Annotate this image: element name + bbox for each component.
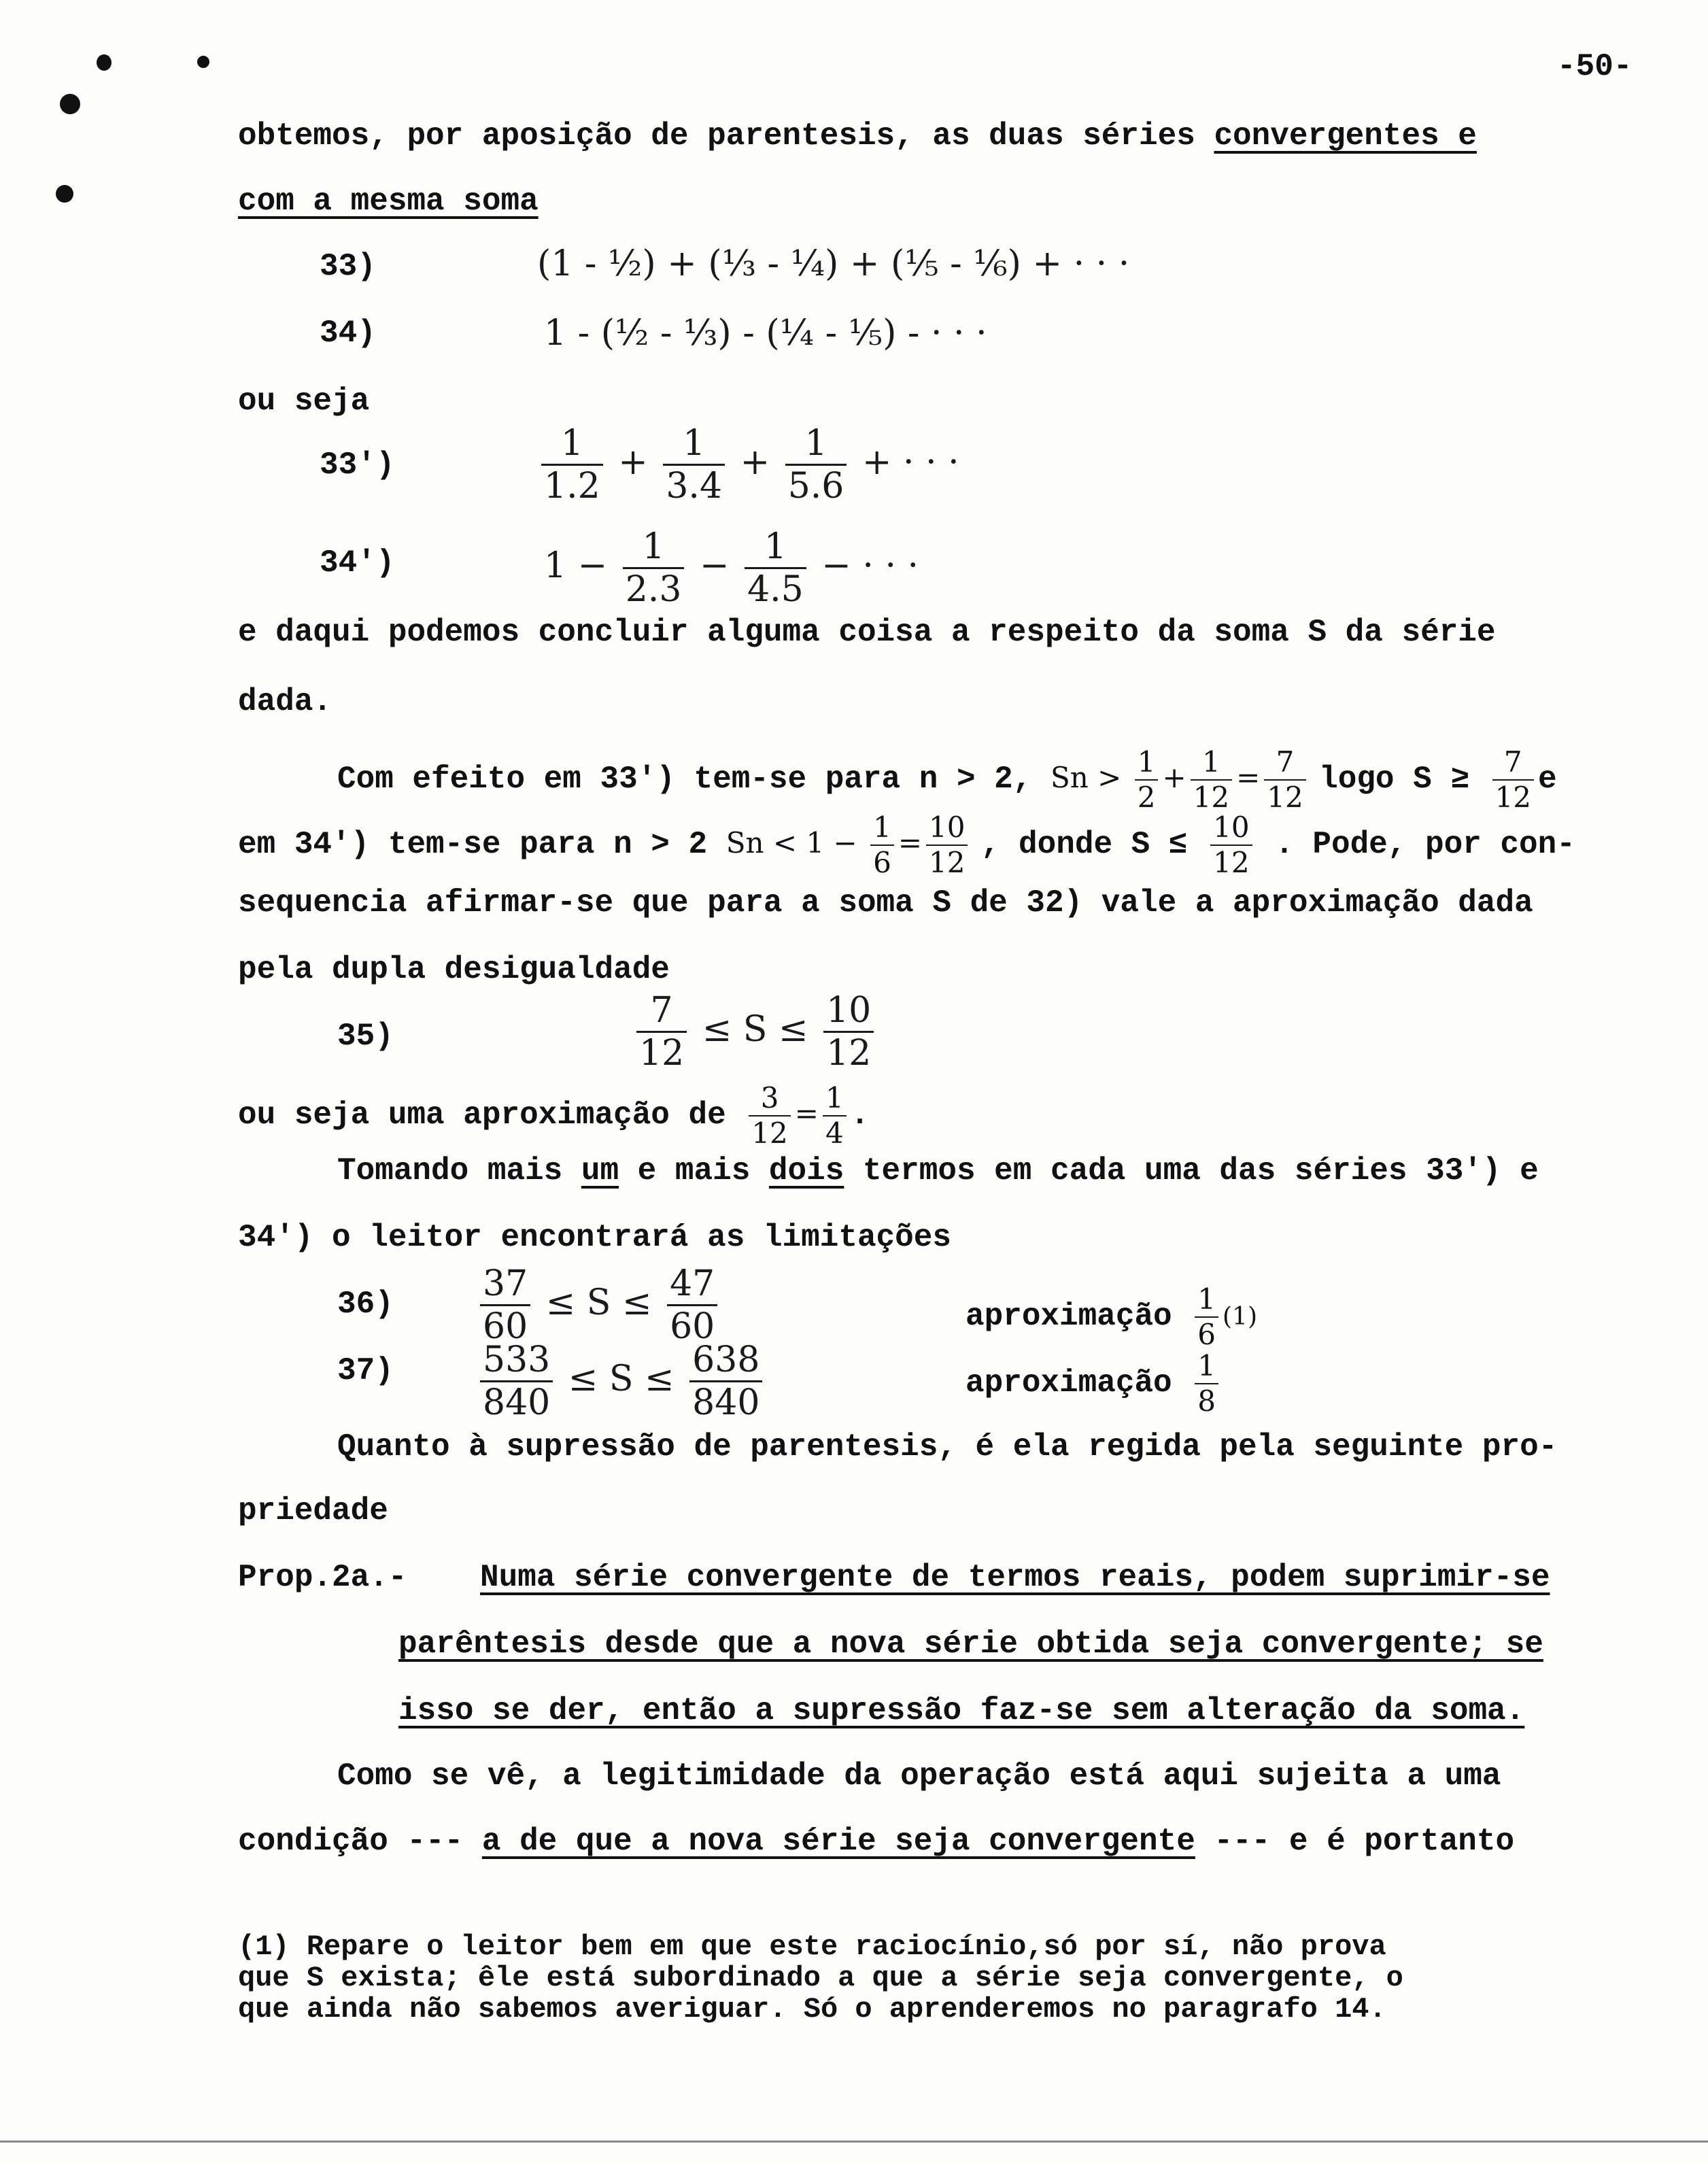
text-segment: , donde S ≤	[980, 827, 1188, 862]
handwritten-equation	[476, 1263, 721, 1347]
handwritten-equation: $\frac{1}{1.2}$ + $\frac{1}{3.4}$ + $\frac{1}{5.6}$ + · · ·	[537, 426, 959, 504]
proposition-label: Prop.2a.-	[238, 1560, 407, 1595]
text-segment: condição ---	[238, 1824, 482, 1859]
fraction: $\frac{10}{12}$	[823, 993, 874, 1071]
fraction: $\frac{1}{4.5}$	[745, 529, 806, 607]
handwritten-equation	[632, 990, 878, 1074]
text-line: e daqui podemos concluir alguma coisa a respeito da soma S da série	[238, 615, 1496, 650]
text-segment: e mais	[619, 1153, 769, 1189]
text-line: Como se vê, a legitimidade da operação está aqui sujeita a uma	[337, 1758, 1501, 1794]
handwritten-inequality: Sn > $\frac{1}{2}$ + $\frac{1}{12}$ = $\frac{7}{12}$	[1051, 761, 1319, 794]
inequality-middle: ≤ S ≤	[702, 1009, 808, 1050]
fraction: $\frac{7}{12}$	[636, 993, 687, 1071]
underlined-text: com a mesma soma	[238, 184, 539, 219]
fraction: $\frac{7}{12}$	[1264, 748, 1305, 812]
equation-label: 36)	[337, 1286, 394, 1322]
fraction: $\frac{1}{12}$	[1191, 748, 1232, 812]
leading-term: 1 −	[544, 545, 608, 586]
text-line: pela dupla desigualdade	[238, 952, 670, 987]
inequality-lead: Sn >	[1050, 761, 1131, 794]
fraction: $\frac{1}{4}$	[823, 1084, 847, 1148]
text-line	[238, 813, 1575, 877]
text-line: ou seja uma aproximação de $\frac{3}{12}$ = $\frac{1}{4}$ .	[238, 1081, 870, 1150]
fraction: $\frac{10}{12}$	[1210, 813, 1252, 877]
fraction: $\frac{10}{12}$	[926, 813, 968, 877]
proposition-text: Numa série convergente de termos reais, podem suprimir-se	[480, 1560, 1550, 1595]
equation-label: 35)	[337, 1019, 394, 1054]
handwritten-equation	[476, 1340, 766, 1423]
text-segment: . Pode, por con-	[1275, 827, 1575, 862]
handwritten-equation: 1 - (½ - ⅓) - (¼ - ⅕) - · · ·	[544, 313, 987, 354]
fraction: $\frac{1}{5.6}$	[785, 426, 847, 504]
underlined-text: dois	[768, 1153, 844, 1189]
footnote-line: que ainda não sabemos averiguar. Só o aprenderemos no paragrafo 14.	[238, 1993, 1386, 2026]
text-line: 34') o leitor encontrará as limitações	[238, 1220, 951, 1255]
inequality-lead: Sn < 1 −	[725, 826, 857, 859]
fraction: $\frac{1}{8}$	[1195, 1352, 1218, 1416]
footnote-line: (1) Repare o leitor bem em que este raciocínio,só por sí, não prova	[238, 1930, 1386, 1963]
fraction: $\frac{1}{1.2}$	[541, 426, 603, 504]
text-segment: Tomando mais	[337, 1153, 581, 1189]
fraction: $\frac{3}{12}$	[749, 1084, 790, 1148]
text-line: priedade	[238, 1493, 388, 1529]
equation-label: 34)	[320, 316, 376, 351]
text-line	[966, 1282, 1257, 1351]
equation-label: 33')	[320, 447, 395, 483]
fraction: $\frac{1}{2.3}$	[623, 529, 685, 607]
text-segment: --- e é portanto	[1195, 1824, 1515, 1859]
text-line	[238, 182, 539, 220]
text-line: dada.	[238, 684, 332, 719]
fraction: $\frac{7}{12}$	[1492, 748, 1534, 812]
text-line	[238, 1822, 1514, 1860]
handwritten-equation: 1 − $\frac{1}{2.3}$ − $\frac{1}{4.5}$ − · · ·	[544, 526, 919, 610]
punch-hole-mark	[97, 54, 112, 71]
text-line: ou seja	[238, 383, 370, 419]
text-segment: em 34') tem-se para n > 2	[238, 827, 708, 862]
fraction: $\frac{37}{60}$	[480, 1266, 530, 1344]
text-segment: aproximação	[966, 1365, 1172, 1401]
text-line	[966, 1349, 1223, 1418]
text-segment: obtemos, por aposição de parentesis, as duas séries	[238, 118, 1214, 154]
fraction: $\frac{47}{60}$	[667, 1266, 717, 1344]
fraction: $\frac{533}{840}$	[480, 1342, 553, 1420]
handwritten-inequality: Sn < 1 − $\frac{1}{6}$ = $\frac{10}{12}$	[726, 826, 981, 859]
text-line	[238, 117, 1477, 155]
proposition-text: parêntesis desde que a nova série obtida seja convergente; se	[398, 1626, 1543, 1662]
proposition-text: isso se der, então a supressão faz-se sem alteração da soma.	[398, 1693, 1525, 1728]
punch-hole-mark	[60, 94, 80, 114]
fraction: $\frac{1}{6}$	[870, 813, 894, 877]
series-tail: + · · ·	[861, 442, 959, 483]
equation-label: 37)	[337, 1353, 394, 1388]
text-line: sequencia afirmar-se que para a soma S de 32) vale a aproximação dada	[238, 885, 1533, 921]
footnote-line: que S exista; êle está subordinado a que a série seja convergente, o	[238, 1962, 1403, 1994]
underlined-text: um	[581, 1153, 619, 1189]
text-segment: aproximação	[966, 1299, 1172, 1334]
inequality-middle: ≤ S ≤	[568, 1359, 674, 1399]
underlined-text: a de que a nova série seja convergente	[481, 1824, 1195, 1859]
footnote-marker: (1)	[1223, 1303, 1257, 1331]
fraction: $\frac{1}{3.4}$	[663, 426, 725, 504]
text-line: Com efeito em 33') tem-se para n > 2, Sn > $\frac{1}{2}$ + $\frac{1}{12}$ = $\frac{7}{12}$ logo S ≥ $\frac{7}{12}$ e	[337, 745, 1557, 814]
fraction: $\frac{638}{840}$	[689, 1342, 762, 1420]
text-segment: ou seja uma aproximação de	[238, 1097, 726, 1133]
page-number: -50-	[1557, 49, 1633, 84]
series-tail: − · · ·	[821, 545, 919, 586]
handwritten-equation: (1 - ½) + (⅓ - ¼) + (⅕ - ⅙) + · · ·	[537, 243, 1130, 284]
text-segment: logo S ≥	[1319, 762, 1469, 797]
fraction: $\frac{1}{6}$	[1195, 1285, 1218, 1349]
equation-label: 34')	[320, 545, 395, 581]
punch-hole-mark	[56, 185, 73, 203]
equation-label: 33)	[320, 249, 376, 284]
punch-hole-mark	[197, 56, 209, 68]
page-edge-line	[0, 2141, 1708, 2143]
text-line: Quanto à supressão de parentesis, é ela regida pela seguinte pro-	[337, 1429, 1558, 1465]
inequality-middle: ≤ S ≤	[545, 1282, 652, 1323]
fraction: $\frac{1}{2}$	[1135, 748, 1159, 812]
text-segment: termos em cada uma das séries 33') e	[844, 1153, 1539, 1189]
text-line	[337, 1152, 1539, 1190]
text-segment: Com efeito em 33') tem-se para n > 2,	[337, 762, 1032, 797]
underlined-text: convergentes e	[1214, 118, 1477, 154]
